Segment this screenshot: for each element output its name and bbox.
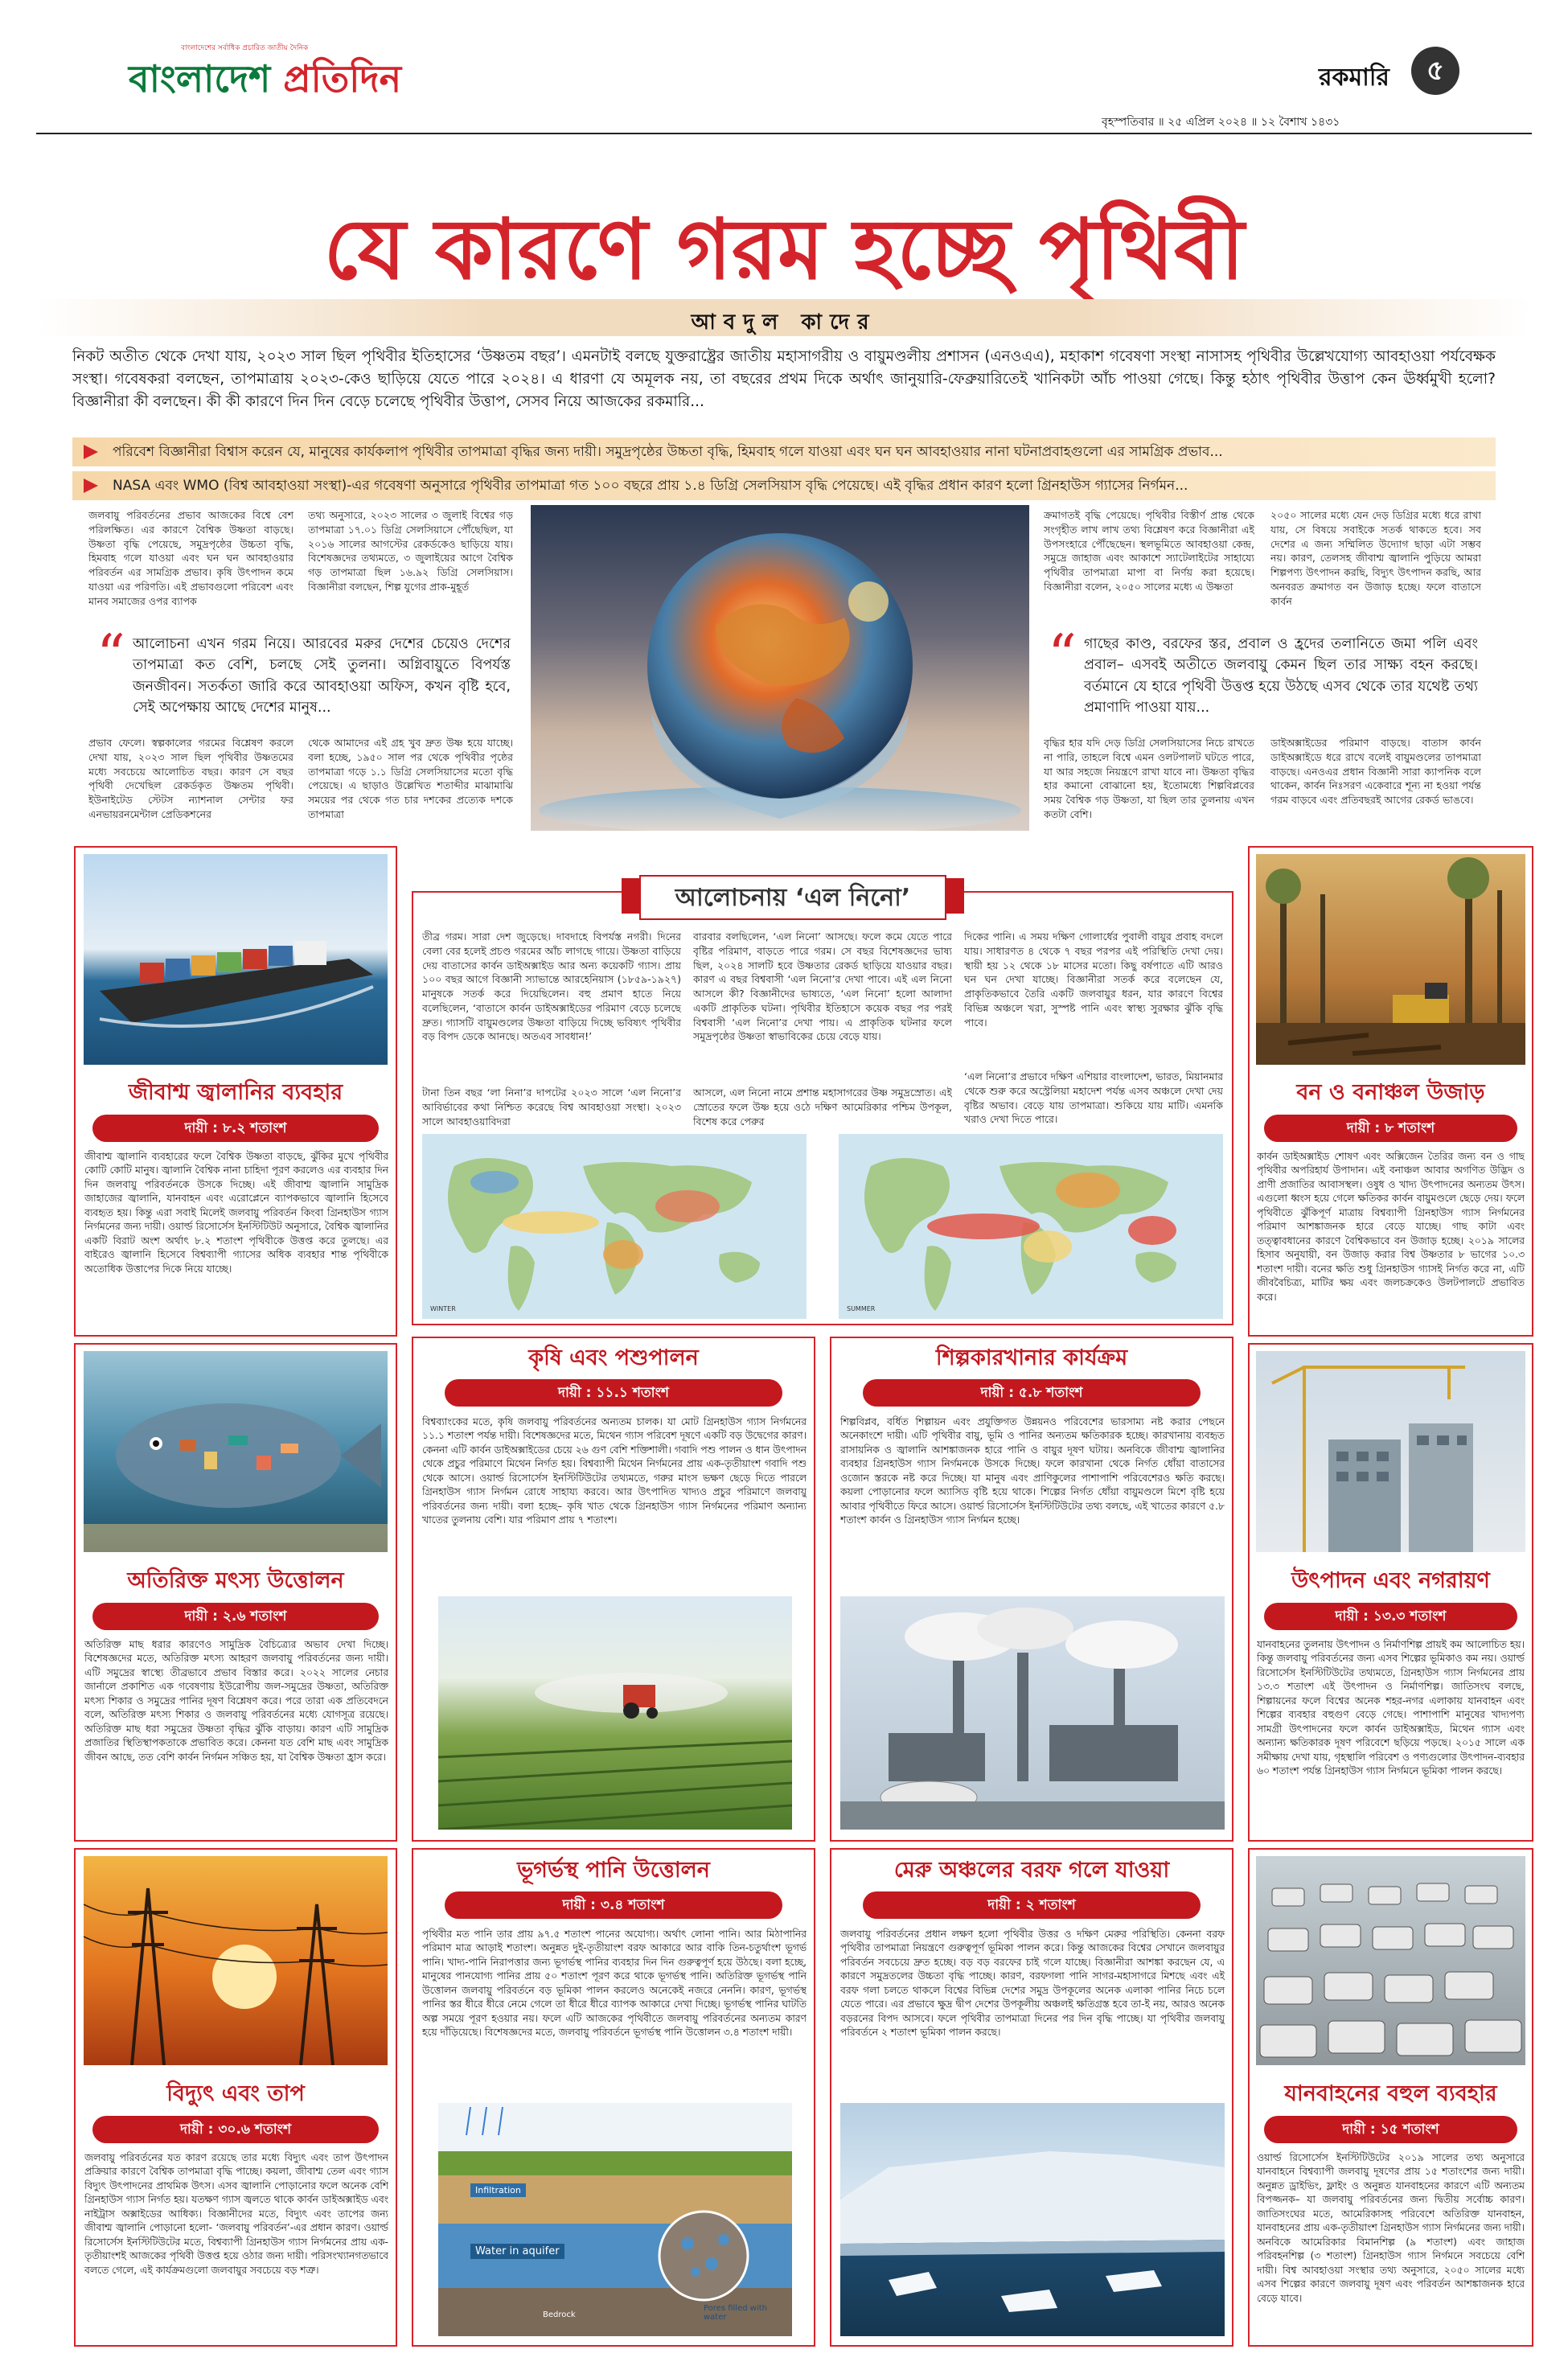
newspaper-logo: বাংলাদেশ প্রতিদিন xyxy=(129,57,402,101)
pull-quote-right: “ গাছের কাণ্ড, বরফের স্তর, প্রবাল ও হ্রদের তলানিতে জমা পলি এবং প্রবাল– এসবই অতীতে জলবায়ু কেমন ছিল তার সাক্ষ্য বহন করছে। বর্তমানে যে হারে পৃথিবী উত্তপ্ত হয়ে উঠছে এসব থেকে তার যথেষ্ট তথ্য প্রমাণাদি পাওয়া যায়... xyxy=(1048,622,1478,716)
elnino-map-winter xyxy=(422,1134,807,1319)
share-badge-industry: দায়ী : ৫.৮ শতাংশ xyxy=(863,1379,1201,1407)
panel-text-agri: বিশ্বব্যাংকের মতে, কৃষি জলবায়ু পরিবর্তনের অন্যতম চালক। যা মোট গ্রিনহাউস গ্যাস নির্গমনের ১১.১ শতাংশ পর্যন্ত দায়ী। বিশেষজ্ঞদের মতে, মিথেন গ্যাস পরিবেশ দূষণে একটি বড় উদ্বেগের কারণ। কেননা এটি কার্বন ডাইঅক্সাইডের চেয়ে ২৬ গুণ বেশি শক্তিশালী। গবাদি পশু পালন ও ধান উৎপাদন থেকে প্রচুর পরিমাণে মিথেন নির্গত হয়। বিশ্বব্যাপী মিথেন নির্গমনের প্রায় এক-তৃতীয়াংশ গবাদি পশু থেকে আসে। ওয়ার্ল্ড রিসোর্সেস ইনস্টিটিউটের তথ্যমতে, গরুর মাংস ভক্ষণ ছেড়ে দিতে পারলে গ্রিনহাউস গ্যাস নির্গমন রোধে সাহায্য করবে। আর উৎপাদিত খাদ্যও প্রচুর পরিমাণে জলবায়ু পরিবর্তনের জন্য দায়ী। বলা হচ্ছে– কৃষি খাত থেকে গ্রিনহাউস গ্যাস নির্গমনের পরিমাণ অন্যান্য খাতের তুলনায় বেশি। যার পরিমাণ প্রায় ৭ শতাংশ। xyxy=(422,1416,807,1526)
map-caption-winter: WINTER xyxy=(430,1305,456,1312)
panel-title-transport: যানবাহনের বহুল ব্যবহার xyxy=(1284,2081,1497,2106)
panel-text-transport: ওয়ার্ল্ড রিসোর্সেস ইনস্টিটিউটের ২০১৯ সালের তথ্য অনুসারে যানবাহনে বিশ্বব্যাপী জলবায়ু দূষণের প্রায় ১৫ শতাংশের জন্য দায়ী। অনুন্নত ড্রাইভিং, ফ্লাইং ও অনুন্নত যানবাহনের কারণে এটি অন্যতম বিপজ্জনক– যা জলবায়ু পরিবর্তনের জন্য দ্বিতীয় সর্বোচ্চ কারণ। জাতিসংঘের মতে, আমেরিকাসহ পরিবেশে অতিরিক্ত যানবাহন, যানবাহনের প্রায় এক-তৃতীয়াংশ গ্রিনহাউস গ্যাস নির্গমনের জন্য দায়ী। অনবিকে আমেরিকার বিমানশিল্প (৯ শতাংশ) এবং জাহাজ পরিবহনশিল্প (৩ শতাংশ) গ্রিনহাউস গ্যাস নির্গমনে সবচেয়ে বেশি দায়ী। বিশ্ব আবহাওয়া সংস্থার তথ্য অনুসারে, ২০৫০ সালের মধ্যে এসব শিল্পের কারণে জলবায়ু দূষণ এবং পরিবর্তন আশঙ্কাজনক হারে বেড়ে যাবে। xyxy=(1257,2152,1525,2304)
arrow-icon xyxy=(84,478,98,493)
panel-title-forest: বন ও বনাঞ্চল উজাড় xyxy=(1296,1080,1485,1105)
panel-title-polar: মেরু অঞ্চলের বরফ গলে যাওয়া xyxy=(893,1858,1170,1883)
deforestation-image xyxy=(1256,854,1525,1065)
author-byline: আবদুল কাদের xyxy=(691,310,877,335)
panel-title-agri: কৃষি এবং পশুপালন xyxy=(528,1345,699,1370)
share-badge-groundwater: দায়ী : ৩.৪ শতাংশ xyxy=(445,1891,782,1919)
body-col4-top: ২০৫০ সালের মধ্যে যেন দেড় ডিগ্রির মধ্যে ধরে রাখা যায়, সে বিষয়ে সবাইকে সতর্ক থাকতে হবে। সব দেশের এ জন্য সম্মিলিত উদ্যোগ ছাড়া এটা সম্ভব নয়। কারণ, তেলসহ জীবাশ্ম জ্বালানি পুড়িয়ে আমরা শিল্পপণ্য উৎপাদন করছি, বিদ্যুৎ উৎপাদন করছি, আর অনবরত ক্রমাগত বন উজাড় হচ্ছে। ফলে বাতাসে কার্বন xyxy=(1270,509,1481,607)
body-col1-top: জলবায়ু পরিবর্তনের প্রভাব আজকের বিশ্বে বেশ পরিলক্ষিত। এর কারণে বৈশ্বিক উষ্ণতা বাড়ছে। উষ্ণতা বৃদ্ধি পেয়েছে, সমুদ্রপৃষ্ঠের উচ্চতা বৃদ্ধি, হিমবাহ গলে যাওয়া এবং ঘন ঘন আবহাওয়ার পরিবর্তন এর সামগ্রিক প্রভাব। কৃষি উৎপাদন কমে যাওয়া এর পরিণতি। এই প্রভাবগুলো পরিবেশ এবং মানব সমাজের ওপর ব্যাপক xyxy=(88,509,293,607)
panel-text-industry: শিল্পবিপ্লব, বর্ধিত শিল্পায়ন এবং প্রযুক্তিগত উন্নয়নও পরিবেশের ভারসাম্য নষ্ট করার পেছনে অনেকাংশে দায়ী। এটি পৃথিবীর বায়ু, ভূমি ও পানির অন্যতম ক্ষতিকারক হচ্ছে। কারখানায় ব্যবহৃত রাসায়নিক ও জ্বালানি আশঙ্কাজনক হারে পানি ও বায়ুর দূষণ ঘটায়। অনবিকে জীবাশ্ম জ্বালানির ব্যবহার গ্রিনহাউস গ্যাস নির্গমনকে উসকে দিচ্ছে। ফলে কারখানা থেকে নির্গত ধোঁয়া বাতাসের ওজোন স্তরকে নষ্ট করে দিচ্ছে। যা মানুষ এবং প্রাণিকুলের পাশাপাশি পরিবেশেরও ক্ষতি করছে। কয়লা পোড়ানোর ফলে অ্যাসিড বৃষ্টি হয়ে থাকে। শিল্পের নির্গত ধোঁয়া বায়ুমণ্ডলে মিশে বৃষ্টি হয়ে আবার পৃথিবীতে ফিরে আসে। ওয়ার্ল্ড রিসোর্সেস ইনস্টিটিউটের তথ্য বলছে, এই খাতের কারণে ৫.৮ শতাংশ কার্বন ও গ্রিনহাউস গ্যাস নির্গমন হচ্ছে। xyxy=(840,1416,1225,1526)
page-number: ৫ xyxy=(1411,47,1459,95)
panel-text-forest: কার্বন ডাইঅক্সাইড শোষণ এবং অক্সিজেন তৈরির জন্য বন ও গাছ পৃথিবীর অপরিহার্য উপাদান। এই বনাঞ্চল আবার অগণিত উদ্ভিদ ও প্রাণী প্রজাতির আবাসস্থল। ওষুধ ও খাদ্য উৎপাদনের অন্যতম উৎস। এগুলো ধ্বংস হয়ে গেলে ক্ষতিকর কার্বন বায়ুমণ্ডলে ছেড়ে দেয়। ফলে পৃথিবীতে ঝুঁকিপূর্ণ মাত্রায় বিশ্বব্যাপী গ্রিনহাউস গ্যাস নির্গমনের পরিমাণ আশঙ্কাজনক হারে বেড়ে যাচ্ছে। গাছ কাটা এবং তত্ত্বাবধানের কারণে বৈশ্বিকভাবে বন উজাড় হচ্ছে। ২০১৯ সালের হিসাব অনুযায়ী, বন উজাড় করার বিশ্ব উষ্ণতার ৮ ভাগের ১০.৩ শতাংশ দায়ী। বনের ক্ষতি শুধু গ্রিনহাউস গ্যাসই নির্গত করে না, এটি জীববৈচিত্র্য, মাটির ক্ষয় এবং জলচক্রকেও উলটপালটে প্রভাবিত করে। xyxy=(1257,1151,1525,1303)
panel-title-fishing: অতিরিক্ত মৎস্য উত্তোলন xyxy=(127,1568,344,1593)
share-badge-polar: দায়ী : ২ শতাংশ xyxy=(863,1891,1201,1919)
panel-title-urban: উৎপাদন এবং নগরায়ণ xyxy=(1291,1568,1490,1593)
elnino-map-summer xyxy=(839,1134,1223,1319)
body-col3-bottom: বৃদ্ধির হার যদি দেড় ডিগ্রি সেলসিয়াসের নিচে রাখতে না পারি, তাহলে বিশ্বে এমন ওলটপালট ঘটতে পারে, যা আর সহজে নিয়ন্ত্রণে রাখা যাবে না। উষ্ণতা বৃদ্ধির হার কমানো বোঝানো হয়, ইতোমধ্যে শিল্পবিপ্লবের সময় বৈশ্বিক গড় উষ্ণতা, যা ছিল তার তুলনায় এখন কতটা বেশি। xyxy=(1044,737,1254,820)
elnino-text-2b: আসলে, এল নিনো নামে প্রশান্ত মহাসাগরের উষ্ণ সমুদ্রস্রোত। এই স্রোতের ফলে উষ্ণ হয়ে ওঠে দক্ষিণ আমেরিকার পশ্চিম উপকূল, বিশেষ করে পেরুর xyxy=(693,1086,952,1127)
panel-text-polar: জলবায়ু পরিবর্তনের প্রধান লক্ষণ হলো পৃথিবীর উত্তর ও দক্ষিণ মেরুর পরিস্থিতি। কেননা বরফ পৃথিবীর তাপমাত্রা নিয়ন্ত্রণে গুরুত্বপূর্ণ ভূমিকা পালন করে। কিন্তু আজকের বিশ্বের সেখানে জলবায়ুর পরিবর্তন সবচেয়ে দ্রুত হচ্ছে। বড় বড় বরফের চাই গলে যাচ্ছে। বিজ্ঞানীরা আশঙ্কা করছেন যে, এ কারণে সমুদ্রতলের উচ্চতা বৃদ্ধি পাচ্ছে। কারণ, বরফগলা পানি সাগর-মহাসাগরে মিশছে এবং এই বরফ গলা চলতে থাকলে বিশ্বের বিভিন্ন দেশের সমুদ্র উপকূলের অনেক এলাকা পানির নিচে চলে যেতে পারে। এর প্রভাবে ক্ষুদ্র দ্বীপ দেশের উপকূলীয় অঞ্চলই ক্ষতিগ্রস্ত হবে তা-ই নয়, আরও অনেক বড়রনের বিপদ আসবে। ফলে পৃথিবীর তাপমাত্রা দিনের পর দিন বৃদ্ধি পাচ্ছে। যা পৃথিবীর জলবায়ু পরিবর্তনে ২ শতাংশ ভূমিকা পালন করছে। xyxy=(840,1928,1225,2039)
masthead-rule xyxy=(36,133,1532,134)
panel-text-groundwater: পৃথিবীর মত পানি তার প্রায় ৯৭.৫ শতাংশ পানের অযোগ্য। অর্থাৎ লোনা পানি। আর মিঠাপানির পরিমাণ মাত্র আড়াই শতাংশ। অনুন্নত দুই-তৃতীয়াংশ বরফ আকারে আর বাকি তিন-চতুর্থাংশ ভূগর্ভ পানি। খাদ্য-পানি নিরাপত্তার জন্য ভূগর্ভস্থ পানির ব্যবহার দিন দিন গুরুত্বপূর্ণ হয়ে উঠছে। বলা হচ্ছে, মানুষের পানযোগ্য পানির প্রায় ৫০ শতাংশ পূরণ করে থাকে ভূগর্ভস্থ পানি। অতিরিক্ত ভূগর্ভস্থ পানি উত্তোলন জলবায়ু পরিবর্তনে বড় ভূমিকা পালন করলেও অনেকেই নজরে নেননি। কারণ, ভূগর্ভস্থ পানির স্তর ধীরে ধীরে নেমে গেলে তা ধীরে ধীরে ব্যাপক আকারে দেখা দিচ্ছে। ভূগর্ভস্থ পানির ঘাটতি অল্প সময়ে পূরণ হওয়ার নয়। ফলে এটি আজকের পৃথিবীতে জলবায়ু পরিবর্তনের অন্যতম কারণ হয়ে দাঁড়িয়েছে। বিশেষজ্ঞদের মতে, জলবায়ু পরিবর্তনে ভূগর্ভস্থ পানি উত্তোলন ৩.৪ শতাংশ দায়ী। xyxy=(422,1928,807,2039)
share-badge-transport: দায়ী : ১৫ শতাংশ xyxy=(1264,2116,1517,2143)
share-badge-agri: দায়ী : ১১.১ শতাংশ xyxy=(445,1379,782,1407)
construction-image xyxy=(1256,1351,1525,1552)
factory-smoke-image xyxy=(840,1596,1225,1830)
map-caption-summer: SUMMER xyxy=(847,1305,876,1312)
share-badge-forest: দায়ী : ৮ শতাংশ xyxy=(1264,1115,1517,1142)
elnino-text-2: বারবার বলছিলেন, ‘এল নিনো’ আসছে। ফলে কমে যেতে পারে বৃষ্টির পরিমাণ, বাড়তে পারে গরম। সে বছর বিশেষজ্ঞদের ভাষ্য ছিল, ২০২৪ সালটি হবে উষ্ণতার রেকর্ড ছাড়িয়ে যাওয়ার বছর। কারণ এ বছর বিশ্ববাসী ‘এল নিনো’র দেখা পাবে। এই এল নিনো আসলে কী? বিজ্ঞানীদের ভাষ্যতে, ‘এল নিনো’ হলো আলাদা একটি প্রাকৃতিক ঘটনা। পৃথিবীর ইতিহাসে কয়েক বছর পর পরই বিশ্ববাসী ‘এল নিনো’র দেখা পায়। এ প্রাকৃতিক ঘটনার ফলে সমুদ্রপৃষ্ঠের উষ্ণতা স্বাভাবিকের চেয়ে বেড়ে যায়। xyxy=(693,930,952,1043)
section-name: রকমারি xyxy=(1319,64,1389,92)
elnino-text-1b: টানা তিন বছর ‘লা নিনা’র দাপটের ২০২৩ সালে ‘এল নিনো’র আবির্ভাবের কথা নিশ্চিত করেছে বিশ্ব আবহাওয়া সংস্থা। ২০২৩ সালে আবহাওয়াবিদরা xyxy=(422,1086,681,1127)
panel-title-fossil: জীবাশ্ম জ্বালানির ব্যবহার xyxy=(128,1080,343,1105)
panel-text-power: জলবায়ু পরিবর্তনের যত কারণ রয়েছে তার মধ্যে বিদ্যুৎ এবং তাপ উৎপাদন প্রক্রিয়ার কারণে বৈশ্বিক তাপমাত্রা বৃদ্ধি পাচ্ছে। কয়লা, জীবাশ্ম তেল এবং গ্যাস বিদ্যুৎ উৎপাদনের প্রাথমিক উৎস। এসব জ্বালানি পোড়ানোর ফলে অনেক বেশি গ্রিনহাউস গ্যাস নির্গত হয়। যতক্ষণ গ্যাস জ্বলতে থাকে কার্বন ডাইঅক্সাইড এবং নাইট্রাস অক্সাইডের আধিক্য। বিজ্ঞানীদের মতে, বিদ্যুৎ এবং তাপের জন্য জীবাশ্ম জ্বালানি পোড়ানো হলো- ‘জলবায়ু পরিবর্তন’-এর প্রধান কারণ। ওয়ার্ল্ড রিসোর্সেস ইনস্টিটিউটের মতে, বিশ্বব্যাপী গ্রিনহাউস গ্যাস নির্গমনের প্রায় এক-তৃতীয়াংশই আজকের পৃথিবী উত্তপ্ত হয়ে ওঠার জন্য দায়ী। পরিসংখ্যানগতভাবে বলতে গেলে, এই কার্যক্রমগুলো জলবায়ুর সবচেয়ে বড় শত্রু। xyxy=(84,2152,388,2276)
pores-label: Pores filled with water xyxy=(704,2304,767,2322)
body-col2-bottom: থেকে আমাদের এই গ্রহ খুব দ্রুত উষ্ণ হয়ে যাচ্ছে। বলা হচ্ছে, ১৯৫০ সাল পর থেকে পৃথিবীর পৃষ্ঠের তাপমাত্রা গড়ে ১.১ ডিগ্রি সেলসিয়াসের মতো বৃদ্ধি পেয়েছে। এ ছাড়াও উল্লেখিত শতাব্দীর মাঝামাঝি সময়ের পর থেকে গত চার দশকের প্রত্যেক দশকে তাপমাত্রা xyxy=(308,737,513,820)
traffic-jam-image xyxy=(1256,1856,1525,2065)
body-col3-top: ক্রমাগতই বৃদ্ধি পেয়েছে। পৃথিবীর বিস্তীর্ণ প্রান্ত থেকে সংগৃহীত লাখ লাখ তথ্য বিশ্লেষণ করে বিজ্ঞানীরা এই উপসংহারে পৌঁছেছেন। স্থলভূমিতে আবহাওয়া কেন্দ্র, সমুদ্রে জাহাজ এবং আকাশে স্যাটেলাইটের সাহায্যে পৃথিবীর তাপমাত্রা মাপা বা নির্ণয় করা হয়েছে। বিজ্ঞানীরা বলেন, ২০৫০ সালের মধ্যে এ উষ্ণতা xyxy=(1044,509,1254,593)
share-badge-urban: দায়ী : ১৩.৩ শতাংশ xyxy=(1264,1603,1517,1630)
quote-mark-icon: “ xyxy=(96,622,125,688)
elnino-title: আলোচনায় ‘এল নিনো’ xyxy=(639,875,946,920)
cargo-ship-image xyxy=(84,854,388,1065)
masthead-tagline: বাংলাদেশের সর্বাধিক প্রচারিত জাতীয় দৈনিক xyxy=(181,44,309,52)
panel-title-groundwater: ভূগর্ভস্থ পানি উত্তোলন xyxy=(517,1858,710,1883)
body-col4-bottom: ডাইঅক্সাইডের পরিমাণ বাড়ছে। বাতাস কার্বন ডাইঅক্সাইডে ধরে রাখে বলেই বায়ুমণ্ডলের তাপমাত্রা বাড়ছে। এনওএর প্রধান বিজ্ঞানী সারা ক্যাপনিক বলে থাকেন, কার্বন নিঃসরণ একেবারে শূন্য না হওয়া পর্যন্ত গরম বাড়বে এবং প্রতিবছরই আগের রেকর্ড ভাঙবে। xyxy=(1270,737,1481,806)
pull-quote-left: “ আলোচনা এখন গরম নিয়ে। আরবের মরুর দেশের চেয়েও দেশের তাপমাত্রা কত বেশি, চলছে সেই তুলনা। অগ্নিবায়ুতে বিপর্যস্ত জনজীবন। সতর্কতা জারি করে আবহাওয়া অফিস, কখন বৃষ্টি হবে, সেই অপেক্ষায় আছে দেশের মানুষ... xyxy=(96,622,511,716)
highlight-bar-1: পরিবেশ বিজ্ঞানীরা বিশ্বাস করেন যে, মানুষের কার্যকলাপ পৃথিবীর তাপমাত্রা বৃদ্ধির জন্য দায়ী। সমুদ্রপৃষ্ঠের উচ্চতা বৃদ্ধি, হিমবাহ গলে যাওয়া এবং ঘন ঘন আবহাওয়ার নানা ঘটনাপ্রবাহগুলো এর সামগ্রিক প্রভাব... xyxy=(72,437,1496,466)
body-col2-top: তথ্য অনুসারে, ২০২৩ সালের ৩ জুলাই বিশ্বের গড় তাপমাত্রা ১৭.০১ ডিগ্রি সেলসিয়াসে পৌঁছেছিল, যা ২০১৬ সালের আগস্টের রেকর্ডকেও ছাড়িয়ে যায়। বিশেষজ্ঞদের তথ্যমতে, ৩ জুলাইয়ের আগে বৈশ্বিক গড় তাপমাত্রা ছিল ১৬.৯২ ডিগ্রি সেলসিয়াস। বিজ্ঞানীরা বলছেন, শিল্প যুগের প্রাক-মুহূর্ত xyxy=(308,509,513,593)
panel-title-power: বিদ্যুৎ এবং তাপ xyxy=(166,2081,305,2106)
infiltration-label: Infiltration xyxy=(470,2183,526,2197)
tractor-field-image xyxy=(438,1596,792,1830)
elnino-text-3: দিকের পানি। এ সময় দক্ষিণ গোলার্ধের পুবালী বায়ুর প্রবাহ বদলে যায়। সাধারণত ৪ থেকে ৭ বছর পরপর এই পরিস্থিতি দেখা দেয়। স্থায়ী হয় ১২ থেকে ১৮ মাসের মতো। কিছু বর্ষপাতে এটি আরও ঘন ঘন দেখা যাচ্ছে। বিজ্ঞানীরা সতর্ক করে বলেছেন যে, প্রাকৃতিকভাবে তৈরি একটি জলবায়ুর ধরন, যার কারণে বিশ্বের বিভিন্ন অঞ্চলে খরা, সুস্পষ্ট পানি এবং স্বাস্থ্য সুরক্ষার ঝুঁকি বৃদ্ধি পাবে। xyxy=(964,930,1223,1029)
power-lines-image xyxy=(84,1856,388,2065)
glacier-image xyxy=(840,2103,1225,2336)
panel-text-fishing: অতিরিক্ত মাছ ধরার কারণেও সামুদ্রিক বৈচিত্র্যের অভাব দেখা দিচ্ছে। বিশেষজ্ঞদের মতে, অতিরিক্ত মৎস্য আহরণ জলবায়ু পরিবর্তনের জন্য দায়ী। এটি সমুদ্রের স্বাস্থ্যে তীব্রভাবে প্রভাব বিস্তার করে। ২০২২ সালের নেচার জার্নালে প্রকাশিত এক গবেষণায় ইউরোপীয় জল-সমুদ্রের উষ্ণতা, অতিরিক্ত মৎস্য শিকার ও সমুদ্রের পানির দূষণ বিশ্লেষণ করে। পরে তারা এক প্রতিবেদনে বলে, অতিরিক্ত মৎস্য শিকার ও জলবায়ু পরিবর্তনের মধ্যে যোগসূত্র রয়েছে। অতিরিক্ত মাছ ধরা সমুদ্রের উষ্ণতা বৃদ্ধির ঝুঁকি বাড়ায়। কারণ এটি সামুদ্রিক প্রজাতির স্থিতিস্থাপকতাকে প্রভাবিত করে। কেননা যত বেশি মাছ এবং সামুদ্রিক জীবন আছে, তত বেশি কার্বন নির্গমন সঞ্চিত হয়, যা বৈশ্বিক উষ্ণতা হ্রাস করে। xyxy=(84,1639,388,1763)
intro-paragraph: নিকট অতীত থেকে দেখা যায়, ২০২৩ সাল ছিল পৃথিবীর ইতিহাসের ‘উষ্ণতম বছর’। এমনটাই বলছে যুক্তরাষ্ট্রের জাতীয় মহাসাগরীয় ও বায়ুমণ্ডলীয় প্রশাসন (এনওএএ), মহাকাশ গবেষণা সংস্থা নাসাসহ পৃথিবীর উল্লেখযোগ্য আবহাওয়া পর্যবেক্ষক সংস্থা। গবেষকরা বলছেন, তাপমাত্রায় ২০২৩-কেও ছাড়িয়ে যেতে পারে ২০২৪। এ ধারণা যে অমূলক নয়, তা বছরের প্রথম দিকে অর্থাৎ জানুয়ারি-ফেব্রুয়ারিতেই খানিকটা আঁচ পাওয়া গেছে। কিন্তু হঠাৎ পৃথিবীর উত্তাপ কেন ঊর্ধ্বমুখী হলো? বিজ্ঞানীরা কী বলছেন। কী কী কারণে দিন দিন বেড়ে চলেছে পৃথিবীর উত্তাপ, সেসব নিয়ে আজকের রকমারি... xyxy=(72,348,1496,410)
aquifer-label: Water in aquifer xyxy=(470,2244,564,2259)
fish-debris-image xyxy=(84,1351,388,1552)
panel-title-industry: শিল্পকারখানার কার্যক্রম xyxy=(935,1345,1128,1370)
share-badge-power: দায়ী : ৩০.৬ শতাংশ xyxy=(92,2116,379,2143)
elnino-text-1: তীব্র গরম। সারা দেশ জুড়েছে। দাবদাহে বিপর্যস্ত নগরী। দিনের বেলা বের হলেই প্রচণ্ড গরমের আঁচ লাগছে গায়ে। উষ্ণতা বাড়িয়ে দেয় বাতাসের কার্বন ডাইঅক্সাইড আর অন্য কয়েকটি গ্যাস। প্রায় ১০০ বছর আগে বিজ্ঞানী স্যাভান্তে আরহেনিয়াস (১৮৫৯-১৯২৭) মানুষকে সতর্ক করে দিয়েছিলেন। বহু প্রমাণ হাতে নিয়ে বলেছিলেন, ‘বাতাসে কার্বন ডাইঅক্সাইডের পরিমাণ বেড়ে চলেছে দ্রুত। গ্যাসটি বায়ুমণ্ডলের উষ্ণতা বাড়িয়ে দিচ্ছে ভবিষ্যৎ পৃথিবীর বড় বিপদ ডেকে আনছে। অতএব সাবধান!’ xyxy=(422,930,681,1043)
bedrock-label: Bedrock xyxy=(543,2310,576,2319)
melting-earth-image xyxy=(531,505,1029,831)
body-col1-bottom: প্রভাব ফেলে। স্বল্পকালের গরমের বিশ্লেষণ করলে দেখা যায়, ২০২৩ সাল ছিল পৃথিবীর উষ্ণতমের মধ্যে সবচেয়ে আলোচিত বছর। কারণ সে বছর পৃথিবী দেখেছিল রেকর্ডকৃত উষ্ণতম পৃথিবী। ইউনাইটেড স্টেটস ন্যাশনাল সেন্টার ফর এনভায়রনমেন্টাল প্রেডিকশনের xyxy=(88,737,293,820)
date-line: বৃহস্পতিবার ॥ ২৫ এপ্রিল ২০২৪ ॥ ১২ বৈশাখ ১৪৩১ xyxy=(1102,116,1340,129)
panel-text-fossil: জীবাশ্ম জ্বালানি ব্যবহারের ফলে বৈশ্বিক উষ্ণতা বাড়ছে, ঝুঁকির মুখে পৃথিবীর কোটি কোটি মানুষ। জ্বালানি বৈশ্বিক নানা চাহিদা পূরণ করলেও এর ব্যবহার দিন দিন জলবায়ু পরিবর্তনকে উসকে দিচ্ছে। এই জীবাশ্ম জ্বালানি সামুদ্রিক জাহাজের জ্বালানি, যানবাহন এবং এরোপ্লেনে ব্যাপকভাবে জ্বালানি হিসেবে ব্যবহৃত হয়। কিন্তু এরা সবাই মিলেই জলবায়ু পরিবর্তন কিংবা গ্রিনহাউস গ্যাস নির্গমনের জন্য দায়ী। ওয়ার্ল্ড রিসোর্সেস ইনস্টিটিউট অনুসারে, বৈশ্বিক জ্বালানির একটি বিরাট অংশ অর্থাৎ ৮.২ শতাংশ পৃথিবীকে উত্তপ্ত করে তুলছে। এর বাইরেও জ্বালানি হিসেবে বিশ্বব্যাপী গ্যাসের অধিক ব্যবহার শান্ত পৃথিবীকে অতোধিক উত্তাপের দিকে নিয়ে যাচ্ছে। xyxy=(84,1151,388,1275)
share-badge-fishing: দায়ী : ২.৬ শতাংশ xyxy=(92,1603,379,1630)
quote-mark-icon: “ xyxy=(1048,622,1077,688)
panel-text-urban: যানবাহনের তুলনায় উৎপাদন ও নির্মাণশিল্প প্রায়ই কম আলোচিত হয়। কিন্তু জলবায়ু পরিবর্তনের জন্য এসব শিল্পের ভূমিকাও কম নয়। ওয়ার্ল্ড রিসোর্সেস ইনস্টিটিউটের তথ্যমতে, গ্রিনহাউস গ্যাস নির্গমনের প্রায় ১৩.৩ শতাংশ এই উৎপাদন ও নির্মাণশিল্প। জাতিসংঘ বলছে, শিল্পায়নের ফলে বিশ্বের অনেক শহর-নগর এলাকায় যানবাহন এবং শিল্পের ব্যবহার বহুগুণ বেড়ে গেছে। পাশাপাশি মানুষের খাদ্যপণ্য সামগ্রী উৎপাদনের ফলে কার্বন ডাইঅক্সাইড, মিথেন গ্যাস এবং অন্যান্য ক্ষতিকারক দূষণ পরিবেশে ছড়িয়ে পড়ছে। ২০১৫ সালে এক সমীক্ষায় দেখা যায়, গৃহস্থালি পরিবেশ ও পণ্যগুলোর উৎপাদন-ব্যবহার ৬০ শতাংশ পর্যন্ত গ্রিনহাউস গ্যাস নির্গমনে ভূমিকা পালন করছে। xyxy=(1257,1639,1525,1777)
share-badge-fossil: দায়ী : ৮.২ শতাংশ xyxy=(92,1115,379,1142)
headline: যে কারণে গরম হচ্ছে পৃথিবী xyxy=(323,199,1245,298)
arrow-icon xyxy=(84,445,98,459)
elnino-text-3b: ‘এল নিনো’র প্রভাবে দক্ষিণ এশিয়ার বাংলাদেশ, ভারত, মিয়ানমার থেকে শুরু করে অস্ট্রেলিয়া মহাদেশ পর্যন্ত এসব অঞ্চলে দেখা দেয় বৃষ্টির অভাব। বেড়ে যায় তাপমাত্রা। শুকিয়ে যায় মাটি। এমনকি খরাও দেখা দিতে পারে। xyxy=(964,1070,1223,1126)
highlight-bar-2: NASA এবং WMO (বিশ্ব আবহাওয়া সংস্থা)-এর গবেষণা অনুসারে পৃথিবীর তাপমাত্রা গত ১০০ বছরে প্রায় ১.৪ ডিগ্রি সেলসিয়াস বৃদ্ধি পেয়েছে। এই বৃদ্ধির প্রধান কারণ হলো গ্রিনহাউস গ্যাসের নির্গমন... xyxy=(72,471,1496,500)
aquifer-diagram xyxy=(438,2103,792,2336)
